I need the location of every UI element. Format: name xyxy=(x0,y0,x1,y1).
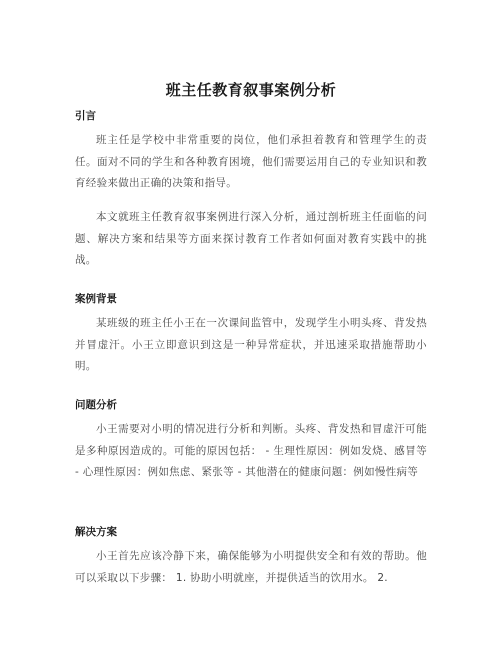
paragraph: 某班级的班主任小王在一次课间监管中，发现学生小明头疼、背发热并冒虚汗。小王立即意识到这是一种异常症状，并迅速采取措施帮助小明。 xyxy=(75,317,427,372)
section-heading-case-background: 案例背景 xyxy=(75,293,117,305)
section-heading-problem-analysis: 问题分析 xyxy=(75,399,117,411)
document-title: 班主任教育叙事案例分析 xyxy=(165,81,337,99)
paragraph: 小王需要对小明的情况进行分析和判断。头疼、背发热和冒虚汗可能是多种原因造成的。可能的原因包括： - 生理性原因：例如发烧、感冒等 - 心理性原因：例如焦虑、紧张等 - 其他潜在的健康问题：例如慢性病等 xyxy=(75,423,427,478)
paragraph: 本文就班主任教育叙事案例进行深入分析，通过剖析班主任面临的问题、解决方案和结果等方面来探讨教育工作者如何面对教育实践中的挑战。 xyxy=(75,211,427,266)
section-heading-solution: 解决方案 xyxy=(75,526,117,538)
section-heading-introduction: 引言 xyxy=(75,110,96,122)
paragraph: 班主任是学校中非常重要的岗位，他们承担着教育和管理学生的责任。面对不同的学生和各种教育困境，他们需要运用自己的专业知识和教育经验来做出正确的决策和指导。 xyxy=(75,134,427,189)
paragraph: 小王首先应该冷静下来，确保能够为小明提供安全和有效的帮助。他可以采取以下步骤： 1. 协助小明就座，并提供适当的饮用水。 2. xyxy=(75,550,427,584)
